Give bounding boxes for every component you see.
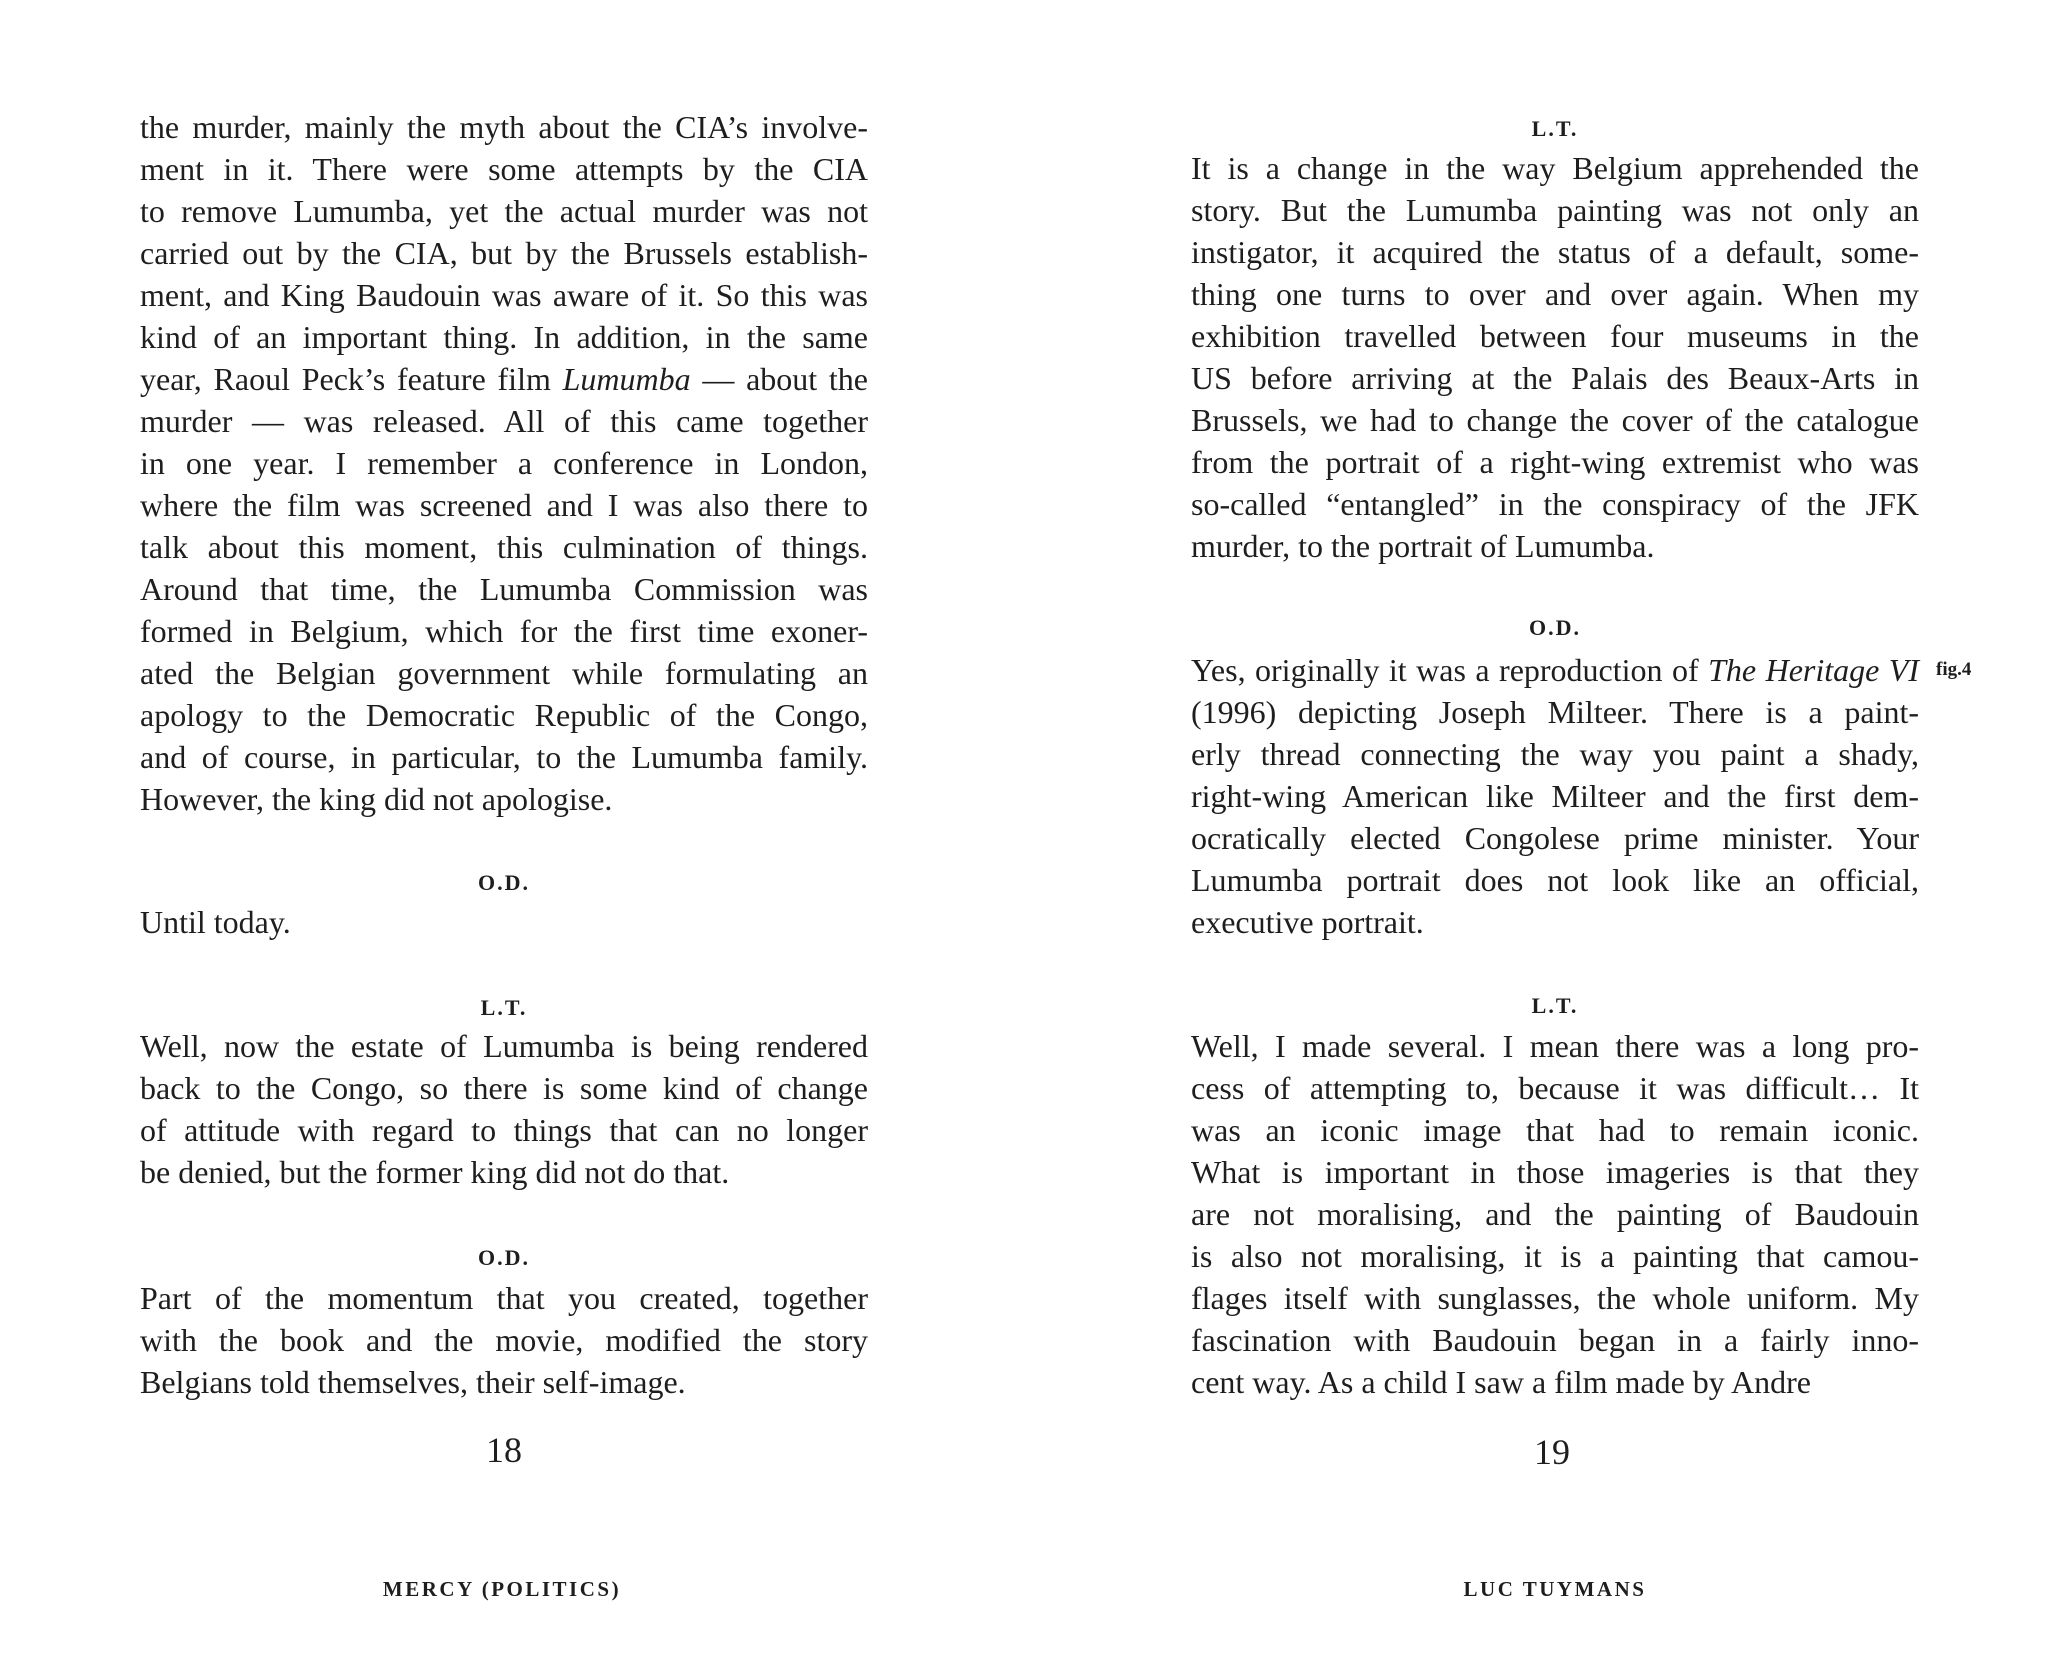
text-line: from the portrait of a right-wing extremist who was <box>1191 444 1919 480</box>
speaker-label <box>140 1237 868 1279</box>
text-line: are not moralising, and the painting of Baudouin <box>1191 1196 1919 1232</box>
paragraph <box>140 1277 868 1403</box>
page-number-left: 18 <box>486 1430 522 1470</box>
speaker-label <box>140 987 868 1029</box>
text-line: with the book and the movie, modified the story <box>140 1322 868 1358</box>
text-line: murder, to the portrait of Lumumba. <box>1191 528 1655 564</box>
text-line: be denied, but the former king did not do that. <box>140 1154 730 1190</box>
text-line: ocratically elected Congolese prime minister. Your <box>1191 820 1919 856</box>
text-line: (1996) depicting Joseph Milteer. There is a paint- <box>1191 694 1919 730</box>
text-line: flages itself with sunglasses, the whole uniform. My <box>1191 1280 1919 1316</box>
text-line: talk about this moment, this culmination of things. <box>140 529 868 565</box>
text-line: executive portrait. <box>1191 904 1424 940</box>
figure-reference[interactable]: fig.4 <box>1936 659 1972 680</box>
paragraph <box>1191 1025 1919 1403</box>
text-line: Yes, originally it was a reproduction of The Heritage VI <box>1191 652 1920 688</box>
text-line: ment, and King Baudouin was aware of it. So this was <box>140 277 868 313</box>
text-line: apology to the Democratic Republic of the Congo, <box>140 697 868 733</box>
running-footer-right: LUC TUYMANS <box>1463 1577 1647 1601</box>
text-line: carried out by the CIA, but by the Brussels establish- <box>140 235 868 271</box>
text-line: Around that time, the Lumumba Commission was <box>140 571 868 607</box>
speaker-label <box>1191 607 1919 649</box>
text-line: cess of attempting to, because it was difficult… It <box>1191 1070 1919 1106</box>
text-line: to remove Lumumba, yet the actual murder was not <box>140 193 868 229</box>
text-line: kind of an important thing. In addition, in the same <box>140 319 868 355</box>
text-line: Brussels, we had to change the cover of the catalogue <box>1191 402 1919 438</box>
text-line: in one year. I remember a conference in London, <box>140 445 868 481</box>
text-line: back to the Congo, so there is some kind of change <box>140 1070 868 1106</box>
text-line: thing one turns to over and over again. When my <box>1191 276 1919 312</box>
speaker-initials: O.D. <box>1529 615 1581 640</box>
text-line: US before arriving at the Palais des Beaux-Arts in <box>1191 360 1919 396</box>
text-line: It is a change in the way Belgium apprehended the <box>1191 150 1919 186</box>
text-line: of attitude with regard to things that can no longer <box>140 1112 868 1148</box>
text-line: ment in it. There were some attempts by the CIA <box>140 151 868 187</box>
text-line: is also not moralising, it is a painting that camou- <box>1191 1238 1919 1274</box>
speaker-initials: L.T. <box>480 995 528 1020</box>
text-line: and of course, in particular, to the Lumumba family. <box>140 739 868 775</box>
speaker-label <box>1191 108 1919 150</box>
text-line: so-called “entangled” in the conspiracy of the JFK <box>1191 486 1919 522</box>
text-line: Lumumba portrait does not look like an official, <box>1191 862 1919 898</box>
text-line: instigator, it acquired the status of a default, some- <box>1191 234 1919 270</box>
text-line: was an iconic image that had to remain iconic. <box>1191 1112 1919 1148</box>
text-line: murder — was released. All of this came together <box>140 403 868 439</box>
paragraph <box>1191 147 1919 567</box>
text-line: formed in Belgium, which for the first time exoner- <box>140 613 868 649</box>
paragraph <box>140 1025 868 1193</box>
text-line: where the film was screened and I was also there to <box>140 487 868 523</box>
text-line: What is important in those imageries is that they <box>1191 1154 1919 1190</box>
paragraph <box>140 901 868 943</box>
running-footer-left: MERCY (POLITICS) <box>382 1577 622 1601</box>
text-line: the murder, mainly the myth about the CIA’s involve- <box>140 109 868 145</box>
text-line: right-wing American like Milteer and the first dem- <box>1191 778 1919 814</box>
text-line: year, Raoul Peck’s feature film Lumumba — about the <box>140 361 869 397</box>
text-line: exhibition travelled between four museums in the <box>1191 318 1919 354</box>
speaker-initials: L.T. <box>1531 993 1579 1018</box>
text-line: However, the king did not apologise. <box>140 781 613 817</box>
text-line: erly thread connecting the way you paint a shady, <box>1191 736 1919 772</box>
speaker-initials: O.D. <box>478 1245 530 1270</box>
speaker-label <box>1191 985 1919 1027</box>
text-line: ated the Belgian government while formulating an <box>140 655 868 691</box>
paragraph <box>140 106 868 820</box>
text-line: Well, now the estate of Lumumba is being rendered <box>140 1028 868 1064</box>
paragraph <box>1191 649 1919 943</box>
speaker-label <box>140 862 868 904</box>
speaker-initials: L.T. <box>1531 116 1579 141</box>
text-line: fascination with Baudouin began in a fairly inno- <box>1191 1322 1919 1358</box>
page-number-right: 19 <box>1534 1432 1570 1472</box>
text-line: Part of the momentum that you created, together <box>140 1280 868 1316</box>
text-line: Until today. <box>140 904 291 940</box>
text-line: cent way. As a child I saw a film made by Andre <box>1191 1364 1811 1400</box>
text-line: story. But the Lumumba painting was not only an <box>1191 192 1919 228</box>
speaker-initials: O.D. <box>478 870 530 895</box>
text-line: Belgians told themselves, their self-image. <box>140 1364 686 1400</box>
text-line: Well, I made several. I mean there was a long pro- <box>1191 1028 1919 1064</box>
